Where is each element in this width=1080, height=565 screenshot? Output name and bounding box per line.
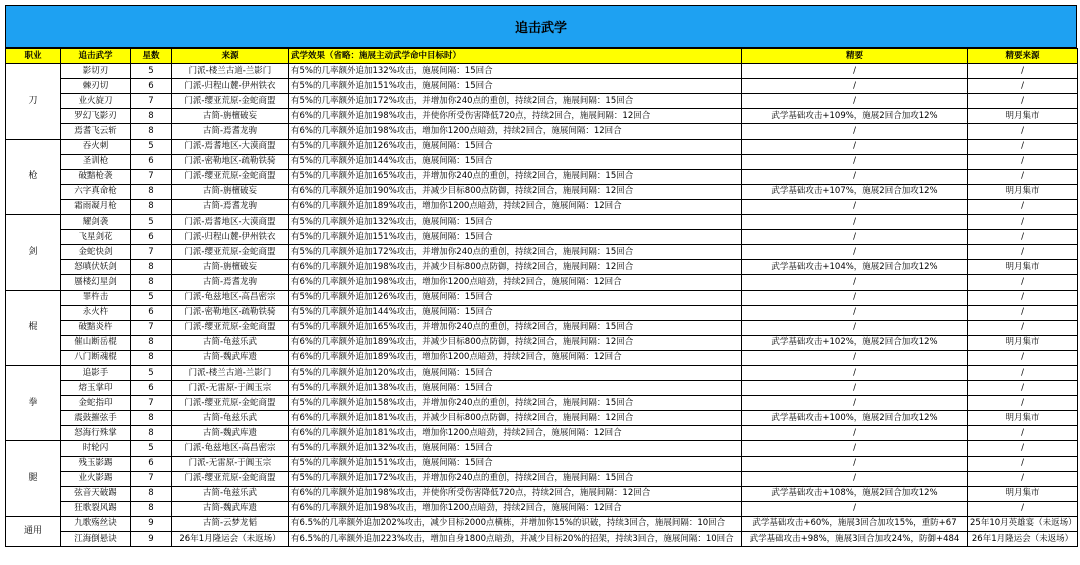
source-cell: 古简-魏武库遗 xyxy=(172,501,289,516)
stars-cell: 5 xyxy=(131,290,172,305)
stars-cell: 8 xyxy=(131,184,172,199)
skill-name-cell: 弦音天破踢 xyxy=(61,486,131,501)
stars-cell: 8 xyxy=(131,260,172,275)
stars-cell: 8 xyxy=(131,275,172,290)
skill-name-cell: 耀剑袭 xyxy=(61,215,131,230)
stars-cell: 8 xyxy=(131,199,172,214)
essence-cell: / xyxy=(742,320,968,335)
table-row xyxy=(6,199,1078,214)
source-cell: 古简-旃檀破妄 xyxy=(172,260,289,275)
essence-source-cell: / xyxy=(968,64,1078,79)
skill-name-cell: 破黯炎杵 xyxy=(61,320,131,335)
stars-cell: 8 xyxy=(131,411,172,426)
essence-source-cell: / xyxy=(968,305,1078,320)
essence-source-cell: / xyxy=(968,396,1078,411)
effect-cell: 有6%的几率额外追加189%攻击，增加你1200点暗劲，持续2回合，施展间隔：12回合 xyxy=(289,199,742,214)
class-cell: 拳 xyxy=(6,365,61,440)
effect-cell: 有5%的几率额外追加138%攻击，施展间隔：15回合 xyxy=(289,381,742,396)
essence-source-cell: / xyxy=(968,230,1078,245)
essence-cell: 武学基础攻击+104%，施展2回合加攻12% xyxy=(742,260,968,275)
effect-cell: 有6%的几率额外追加198%攻击，增加你1200点暗劲，持续2回合，施展间隔：12回合 xyxy=(289,501,742,516)
table-row xyxy=(6,516,1078,531)
essence-cell: / xyxy=(742,124,968,139)
stars-cell: 7 xyxy=(131,396,172,411)
source-cell: 古简-龟兹乐武 xyxy=(172,486,289,501)
essence-source-cell: 明月集市 xyxy=(968,184,1078,199)
stars-cell: 5 xyxy=(131,441,172,456)
source-cell: 门派-缨亚荒原-金蛇商盟 xyxy=(172,169,289,184)
skill-name-cell: 江海倒悬诀 xyxy=(61,532,131,547)
source-cell: 古简-焉耆龙驹 xyxy=(172,124,289,139)
essence-cell: 武学基础攻击+107%，施展2回合加攻12% xyxy=(742,184,968,199)
effect-cell: 有5%的几率额外追加172%攻击，并增加你240点的重创，持续2回合，施展间隔：15回合 xyxy=(289,94,742,109)
source-cell: 古简-焉耆龙驹 xyxy=(172,275,289,290)
essence-source-cell: / xyxy=(968,456,1078,471)
skill-name-cell: 狂歌裂风踢 xyxy=(61,501,131,516)
skill-name-cell: 金蛇快剑 xyxy=(61,245,131,260)
essence-cell: / xyxy=(742,501,968,516)
stars-cell: 7 xyxy=(131,94,172,109)
source-cell: 门派-无雷原-于阗玉宗 xyxy=(172,456,289,471)
skill-name-cell: 飞星剑花 xyxy=(61,230,131,245)
effect-cell: 有5%的几率额外追加132%攻击，施展间隔：15回合 xyxy=(289,215,742,230)
essence-source-cell: / xyxy=(968,154,1078,169)
effect-cell: 有5%的几率额外追加126%攻击，施展间隔：15回合 xyxy=(289,139,742,154)
table-row xyxy=(6,184,1078,199)
effect-cell: 有6%的几率额外追加198%攻击，增加你1200点暗劲，持续2回合，施展间隔：12回合 xyxy=(289,124,742,139)
source-cell: 古简-焉耆龙驹 xyxy=(172,199,289,214)
essence-source-cell: / xyxy=(968,350,1078,365)
table-row xyxy=(6,245,1078,260)
skill-name-cell: 九歌殇丝诀 xyxy=(61,516,131,531)
table-row xyxy=(6,501,1078,516)
essence-source-cell: 明月集市 xyxy=(968,411,1078,426)
skill-name-cell: 破黯枪袭 xyxy=(61,169,131,184)
table-row xyxy=(6,532,1078,547)
stars-cell: 7 xyxy=(131,245,172,260)
sheet-title: 追击武学 xyxy=(5,5,1077,48)
class-cell: 刀 xyxy=(6,64,61,139)
stars-cell: 6 xyxy=(131,230,172,245)
essence-source-cell: / xyxy=(968,320,1078,335)
skill-name-cell: 追影手 xyxy=(61,365,131,380)
essence-cell: / xyxy=(742,381,968,396)
essence-source-cell: 明月集市 xyxy=(968,109,1078,124)
effect-cell: 有5%的几率额外追加165%攻击，并增加你240点的重创，持续2回合，施展间隔：15回合 xyxy=(289,169,742,184)
essence-cell: / xyxy=(742,471,968,486)
skill-name-cell: 金蛇指印 xyxy=(61,396,131,411)
stars-cell: 8 xyxy=(131,350,172,365)
skill-name-cell: 时轮闪 xyxy=(61,441,131,456)
source-cell: 门派-焉耆地区-大漠商盟 xyxy=(172,139,289,154)
essence-source-cell: / xyxy=(968,124,1078,139)
essence-source-cell: / xyxy=(968,275,1078,290)
table-row xyxy=(6,335,1078,350)
essence-cell: / xyxy=(742,396,968,411)
skill-name-cell: 焉耆飞云斩 xyxy=(61,124,131,139)
essence-cell: / xyxy=(742,169,968,184)
skill-name-cell: 怒嗔伏妖剑 xyxy=(61,260,131,275)
stars-cell: 5 xyxy=(131,64,172,79)
effect-cell: 有6%的几率额外追加190%攻击，并减少目标800点防御，持续2回合，施展间隔：12回合 xyxy=(289,184,742,199)
table-row xyxy=(6,230,1078,245)
essence-source-cell: / xyxy=(968,199,1078,214)
source-cell: 古简-龟兹乐武 xyxy=(172,335,289,350)
essence-cell: / xyxy=(742,64,968,79)
table-body xyxy=(6,64,1078,547)
effect-cell: 有5%的几率额外追加120%攻击，施展间隔：15回合 xyxy=(289,365,742,380)
source-cell: 门派-楼兰古道-兰影门 xyxy=(172,365,289,380)
table-row xyxy=(6,381,1078,396)
source-cell: 门派-龟兹地区-高昌密宗 xyxy=(172,441,289,456)
class-cell: 棍 xyxy=(6,290,61,365)
essence-source-cell: / xyxy=(968,290,1078,305)
stars-cell: 8 xyxy=(131,426,172,441)
class-cell: 枪 xyxy=(6,139,61,214)
skill-name-cell: 棘刃切 xyxy=(61,79,131,94)
table-row xyxy=(6,275,1078,290)
essence-source-cell: / xyxy=(968,441,1078,456)
essence-cell: / xyxy=(742,290,968,305)
table-row xyxy=(6,154,1078,169)
source-cell: 古简-旃檀破妄 xyxy=(172,184,289,199)
stars-cell: 7 xyxy=(131,320,172,335)
source-cell: 古简-魏武库遗 xyxy=(172,426,289,441)
effect-cell: 有5%的几率额外追加132%攻击，施展间隔：15回合 xyxy=(289,64,742,79)
table-row xyxy=(6,169,1078,184)
effect-cell: 有5%的几率额外追加126%攻击，施展间隔：15回合 xyxy=(289,290,742,305)
table-row xyxy=(6,124,1078,139)
source-cell: 古简-云梦龙韬 xyxy=(172,516,289,531)
header-row xyxy=(6,49,1078,64)
skill-name-cell: 永火杵 xyxy=(61,305,131,320)
skill-name-cell: 业火旋刀 xyxy=(61,94,131,109)
table-row xyxy=(6,64,1078,79)
table-row xyxy=(6,260,1078,275)
effect-cell: 有6.5%的几率额外追加202%攻击，减少目标2000点横栋，并增加你15%的识破，持续3回合，施展间隔：10回合 xyxy=(289,516,742,531)
essence-source-cell: 26年1月隆运会（未返场） xyxy=(968,532,1078,547)
essence-source-cell: / xyxy=(968,365,1078,380)
stars-cell: 7 xyxy=(131,471,172,486)
table-row xyxy=(6,411,1078,426)
essence-cell: / xyxy=(742,94,968,109)
spreadsheet xyxy=(5,5,1077,547)
essence-cell: / xyxy=(742,441,968,456)
essence-source-cell: / xyxy=(968,471,1078,486)
header-skill: 追击武学 xyxy=(61,49,131,64)
effect-cell: 有6%的几率额外追加181%攻击，并减少目标800点防御，持续2回合，施展间隔：12回合 xyxy=(289,411,742,426)
header-effect: 武学效果（省略：施展主动武学命中目标时） xyxy=(289,49,742,64)
essence-source-cell: 明月集市 xyxy=(968,486,1078,501)
stars-cell: 6 xyxy=(131,79,172,94)
skill-name-cell: 熔玉掌印 xyxy=(61,381,131,396)
skill-name-cell: 震鼓摧弦手 xyxy=(61,411,131,426)
source-cell: 门派-归程山麓-伊州铁衣 xyxy=(172,79,289,94)
source-cell: 古简-旃檀破妄 xyxy=(172,109,289,124)
essence-cell: / xyxy=(742,215,968,230)
header-class: 职业 xyxy=(6,49,61,64)
essence-source-cell: / xyxy=(968,426,1078,441)
effect-cell: 有6%的几率额外追加198%攻击，增加你1200点暗劲，持续2回合，施展间隔：12回合 xyxy=(289,275,742,290)
essence-cell: 武学基础攻击+100%，施展2回合加攻12% xyxy=(742,411,968,426)
essence-cell: / xyxy=(742,245,968,260)
stars-cell: 8 xyxy=(131,501,172,516)
source-cell: 门派-楼兰古道-兰影门 xyxy=(172,64,289,79)
table-row xyxy=(6,396,1078,411)
source-cell: 门派-龟兹地区-高昌密宗 xyxy=(172,290,289,305)
header-source: 来源 xyxy=(172,49,289,64)
essence-source-cell: / xyxy=(968,139,1078,154)
effect-cell: 有6%的几率额外追加198%攻击，并使你所受伤害降低720点，持续2回合，施展间隔：12回合 xyxy=(289,486,742,501)
essence-cell: / xyxy=(742,230,968,245)
effect-cell: 有5%的几率额外追加158%攻击，并增加你240点的重创，持续2回合，施展间隔：15回合 xyxy=(289,396,742,411)
effect-cell: 有6%的几率额外追加181%攻击，增加你1200点暗劲，持续2回合，施展间隔：12回合 xyxy=(289,426,742,441)
table-row xyxy=(6,79,1078,94)
stars-cell: 8 xyxy=(131,109,172,124)
table-row xyxy=(6,365,1078,380)
header-essence-source: 精要来源 xyxy=(968,49,1078,64)
essence-cell: / xyxy=(742,305,968,320)
table-row xyxy=(6,139,1078,154)
essence-source-cell: 25年10月英雄宴（未返场） xyxy=(968,516,1078,531)
skill-name-cell: 催山断岳棍 xyxy=(61,335,131,350)
stars-cell: 6 xyxy=(131,381,172,396)
essence-cell: / xyxy=(742,139,968,154)
source-cell: 门派-归程山麓-伊州铁衣 xyxy=(172,230,289,245)
essence-cell: / xyxy=(742,456,968,471)
stars-cell: 8 xyxy=(131,335,172,350)
skill-name-cell: 怒海行殊掌 xyxy=(61,426,131,441)
table-row xyxy=(6,305,1078,320)
effect-cell: 有6%的几率额外追加198%攻击，并使你所受伤害降低720点，持续2回合，施展间隔：12回合 xyxy=(289,109,742,124)
effect-cell: 有5%的几率额外追加144%攻击，施展间隔：15回合 xyxy=(289,154,742,169)
source-cell: 门派-缨亚荒原-金蛇商盟 xyxy=(172,94,289,109)
effect-cell: 有5%的几率额外追加151%攻击，施展间隔：15回合 xyxy=(289,230,742,245)
source-cell: 门派-缨亚荒原-金蛇商盟 xyxy=(172,245,289,260)
skill-name-cell: 影切刃 xyxy=(61,64,131,79)
essence-source-cell: / xyxy=(968,79,1078,94)
skill-name-cell: 业火影踢 xyxy=(61,471,131,486)
essence-source-cell: / xyxy=(968,215,1078,230)
essence-cell: / xyxy=(742,365,968,380)
effect-cell: 有5%的几率额外追加151%攻击，施展间隔：15回合 xyxy=(289,456,742,471)
skill-name-cell: 蜃楼幻星剑 xyxy=(61,275,131,290)
essence-source-cell: 明月集市 xyxy=(968,335,1078,350)
stars-cell: 9 xyxy=(131,532,172,547)
skill-name-cell: 霜雨凝月枪 xyxy=(61,199,131,214)
skill-name-cell: 吞火刺 xyxy=(61,139,131,154)
table-row xyxy=(6,109,1078,124)
source-cell: 古简-魏武库遗 xyxy=(172,350,289,365)
class-cell: 剑 xyxy=(6,215,61,290)
essence-source-cell: / xyxy=(968,501,1078,516)
effect-cell: 有6%的几率额外追加189%攻击，增加你1200点暗劲，持续2回合，施展间隔：12回合 xyxy=(289,350,742,365)
table-row xyxy=(6,471,1078,486)
table-row xyxy=(6,94,1078,109)
table-row xyxy=(6,426,1078,441)
table-row xyxy=(6,290,1078,305)
essence-cell: 武学基础攻击+108%，施展2回合加攻12% xyxy=(742,486,968,501)
skill-name-cell: 圣训枪 xyxy=(61,154,131,169)
stars-cell: 5 xyxy=(131,139,172,154)
effect-cell: 有5%的几率额外追加132%攻击，施展间隔：15回合 xyxy=(289,441,742,456)
table-row xyxy=(6,320,1078,335)
essence-cell: 武学基础攻击+98%，施展3回合加攻24%，防御+484 xyxy=(742,532,968,547)
source-cell: 古简-龟兹乐武 xyxy=(172,411,289,426)
header-stars: 星数 xyxy=(131,49,172,64)
effect-cell: 有6%的几率额外追加189%攻击，并减少目标800点防御，持续2回合，施展间隔：12回合 xyxy=(289,335,742,350)
effect-cell: 有6.5%的几率额外追加223%攻击，增加自身1800点暗劲，并减少目标20%的招架，持续3回合，施展间隔：10回合 xyxy=(289,532,742,547)
source-cell: 门派-密勒地区-疏勒铁骑 xyxy=(172,305,289,320)
skill-name-cell: 残玉影踢 xyxy=(61,456,131,471)
stars-cell: 7 xyxy=(131,169,172,184)
essence-source-cell: / xyxy=(968,94,1078,109)
table-row xyxy=(6,215,1078,230)
table-row xyxy=(6,350,1078,365)
essence-cell: / xyxy=(742,426,968,441)
essence-source-cell: / xyxy=(968,381,1078,396)
table-row xyxy=(6,441,1078,456)
source-cell: 门派-缨亚荒原-金蛇商盟 xyxy=(172,396,289,411)
skill-name-cell: 六字真命枪 xyxy=(61,184,131,199)
essence-cell: / xyxy=(742,79,968,94)
stars-cell: 5 xyxy=(131,365,172,380)
essence-cell: / xyxy=(742,199,968,214)
essence-cell: / xyxy=(742,275,968,290)
effect-cell: 有5%的几率额外追加172%攻击，并增加你240点的重创，持续2回合，施展间隔：15回合 xyxy=(289,245,742,260)
effect-cell: 有6%的几率额外追加198%攻击，并减少目标800点防御，持续2回合，施展间隔：12回合 xyxy=(289,260,742,275)
source-cell: 26年1月隆运会（未返场） xyxy=(172,532,289,547)
stars-cell: 6 xyxy=(131,305,172,320)
skill-name-cell: 八门断魂棍 xyxy=(61,350,131,365)
class-cell: 通用 xyxy=(6,516,61,546)
skills-table xyxy=(5,48,1078,547)
skill-name-cell: 罪杵击 xyxy=(61,290,131,305)
class-cell: 腿 xyxy=(6,441,61,516)
stars-cell: 6 xyxy=(131,154,172,169)
effect-cell: 有5%的几率额外追加144%攻击，施展间隔：15回合 xyxy=(289,305,742,320)
essence-cell: 武学基础攻击+60%，施展3回合加攻15%，重防+67 xyxy=(742,516,968,531)
table-row xyxy=(6,486,1078,501)
effect-cell: 有5%的几率额外追加172%攻击，并增加你240点的重创，持续2回合，施展间隔：15回合 xyxy=(289,471,742,486)
essence-cell: / xyxy=(742,350,968,365)
table-row xyxy=(6,456,1078,471)
essence-source-cell: 明月集市 xyxy=(968,260,1078,275)
stars-cell: 6 xyxy=(131,456,172,471)
header-essence: 精要 xyxy=(742,49,968,64)
source-cell: 门派-无雷原-于阗玉宗 xyxy=(172,381,289,396)
stars-cell: 8 xyxy=(131,124,172,139)
stars-cell: 8 xyxy=(131,486,172,501)
source-cell: 门派-缨亚荒原-金蛇商盟 xyxy=(172,320,289,335)
essence-cell: / xyxy=(742,154,968,169)
source-cell: 门派-缨亚荒原-金蛇商盟 xyxy=(172,471,289,486)
essence-cell: 武学基础攻击+109%，施展2回合加攻12% xyxy=(742,109,968,124)
source-cell: 门派-焉耆地区-大漠商盟 xyxy=(172,215,289,230)
stars-cell: 5 xyxy=(131,215,172,230)
essence-cell: 武学基础攻击+102%，施展2回合加攻12% xyxy=(742,335,968,350)
essence-source-cell: / xyxy=(968,169,1078,184)
essence-source-cell: / xyxy=(968,245,1078,260)
effect-cell: 有5%的几率额外追加151%攻击，施展间隔：15回合 xyxy=(289,79,742,94)
effect-cell: 有5%的几率额外追加165%攻击，并增加你240点的重创，持续2回合，施展间隔：15回合 xyxy=(289,320,742,335)
skill-name-cell: 罗幻飞影刃 xyxy=(61,109,131,124)
source-cell: 门派-密勒地区-疏勒铁骑 xyxy=(172,154,289,169)
stars-cell: 9 xyxy=(131,516,172,531)
